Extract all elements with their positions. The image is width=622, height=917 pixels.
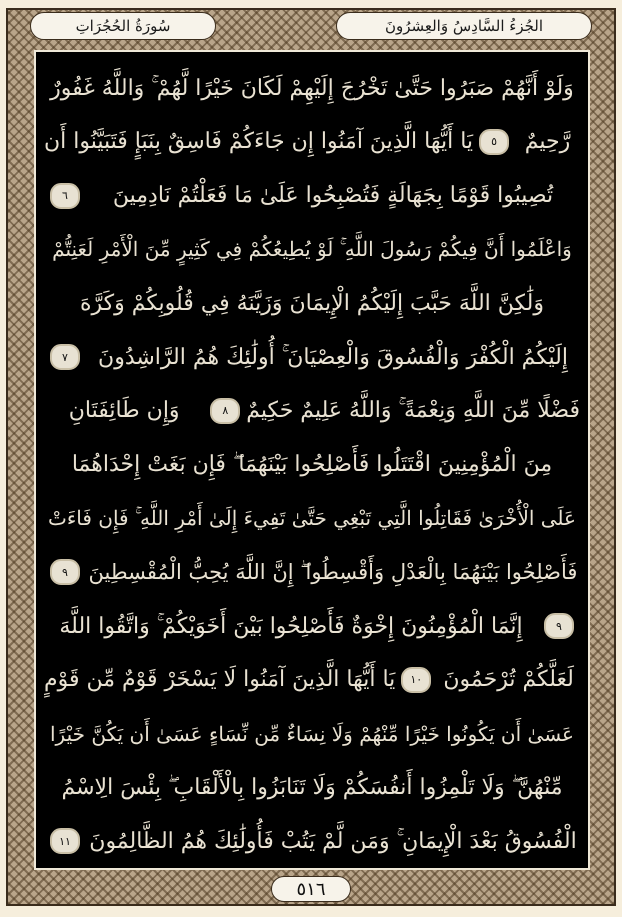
verse-text: عَسَىٰ أَن يَكُونُوا خَيْرًا مِّنْهُمْ وَلَا نِسَاءٌ مِّن نِّسَاءٍ عَسَىٰ أَن يَكُنَّ خَيْرًا <box>50 721 574 746</box>
verse-text: لَعَلَّكُمْ تُرْحَمُونَ <box>443 667 574 693</box>
verse-line <box>44 490 580 546</box>
verse-line <box>44 759 580 815</box>
page-number-badge <box>271 876 351 902</box>
verse-line <box>44 275 580 331</box>
verse-line <box>44 60 580 116</box>
ayah-number-marker: ١٠ <box>401 667 431 693</box>
verse-text: وَاعْلَمُوا أَنَّ فِيكُمْ رَسُولَ اللَّهِ ۚ لَوْ يُطِيعُكُمْ فِي كَثِيرٍ مِّنَ الْأَمْرِ لَعَنِتُّمْ <box>52 237 572 262</box>
verse-text: يَا أَيُّهَا الَّذِينَ آمَنُوا لَا يَسْخَرْ قَوْمٌ مِّن قَوْمٍ <box>44 667 396 693</box>
verse-text: رَّحِيمٌ <box>524 129 571 155</box>
verse-line <box>44 329 580 385</box>
ayah-number-marker: ٨ <box>210 398 240 424</box>
verse-text: يَا أَيُّهَا الَّذِينَ آمَنُوا إِن جَاءَكُمْ فَاسِقٌ بِنَبَإٍ فَتَبَيَّنُوا أَن <box>44 129 474 155</box>
verse-text: وَلَٰكِنَّ اللَّهَ حَبَّبَ إِلَيْكُمُ الْإِيمَانَ وَزَيَّنَهُ فِي قُلُوبِكُمْ وَكَرَّهَ <box>79 290 544 316</box>
verse-text: الْفُسُوقُ بَعْدَ الْإِيمَانِ ۚ وَمَن لَّمْ يَتُبْ فَأُولَٰئِكَ هُمُ الظَّالِمُونَ <box>89 828 577 854</box>
verse-line <box>44 437 580 493</box>
ayah-number-marker: ٩ <box>50 559 80 585</box>
surah-name-header <box>30 12 216 40</box>
verse-text: وَإِن طَائِفَتَانِ <box>68 398 180 424</box>
surah-name-label: سُورَةُ الحُجُرَاتِ <box>75 17 171 35</box>
verse-line <box>44 383 580 439</box>
verse-text: وَلَوْ أَنَّهُمْ صَبَرُوا حَتَّىٰ تَخْرُجَ إِلَيْهِمْ لَكَانَ خَيْرًا لَّهُمْ ۚ وَاللَّهُ غَفُورٌ <box>50 75 574 101</box>
verse-line <box>44 813 580 869</box>
verse-text: إِنَّمَا الْمُؤْمِنُونَ إِخْوَةٌ فَأَصْلِحُوا بَيْنَ أَخَوَيْكُمْ ۚ وَاتَّقُوا اللَّهَ <box>59 613 523 639</box>
juz-name-label: الجُزءُ السَّادِسُ وَالعِشرُونَ <box>384 17 544 35</box>
verse-line <box>44 221 580 277</box>
verse-text: فَضْلًا مِّنَ اللَّهِ وَنِعْمَةً ۚ وَاللَّهُ عَلِيمٌ حَكِيمٌ <box>246 398 580 424</box>
verse-line <box>44 168 580 224</box>
verse-text: تُصِيبُوا قَوْمًا بِجَهَالَةٍ فَتُصْبِحُوا عَلَىٰ مَا فَعَلْتُمْ نَادِمِينَ <box>112 183 554 209</box>
verse-line <box>44 652 580 708</box>
verse-line <box>44 544 580 600</box>
verse-text: إِلَيْكُمُ الْكُفْرَ وَالْفُسُوقَ وَالْعِصْيَانَ ۚ أُولَٰئِكَ هُمُ الرَّاشِدُونَ <box>98 344 568 370</box>
verse-line <box>44 114 580 170</box>
quran-text-panel <box>34 50 590 870</box>
ayah-number-marker: ١١ <box>50 828 80 854</box>
ayah-number-marker: ٧ <box>50 344 80 370</box>
verse-text: مِنَ الْمُؤْمِنِينَ اقْتَتَلُوا فَأَصْلِحُوا بَيْنَهُمَا ۖ فَإِن بَغَتْ إِحْدَاهُمَا <box>71 452 553 478</box>
ayah-number-marker: ٦ <box>50 183 80 209</box>
verse-line <box>44 598 580 654</box>
verse-line <box>44 706 580 762</box>
verse-text: فَأَصْلِحُوا بَيْنَهُمَا بِالْعَدْلِ وَأَقْسِطُوا ۖ إِنَّ اللَّهَ يُحِبُّ الْمُقْسِطِينَ <box>88 559 578 584</box>
juz-name-header <box>336 12 592 40</box>
verse-text: عَلَى الْأُخْرَىٰ فَقَاتِلُوا الَّتِي تَبْغِي حَتَّىٰ تَفِيءَ إِلَىٰ أَمْرِ اللَّهِ ۚ فَإِن فَاءَتْ <box>48 506 576 531</box>
verse-text: مِّنْهُنَّ ۖ وَلَا تَلْمِزُوا أَنفُسَكُمْ وَلَا تَنَابَزُوا بِالْأَلْقَابِ ۖ بِئْسَ الِاسْمُ <box>61 774 563 800</box>
page-number-label: ٥١٦ <box>296 878 326 900</box>
ayah-number-marker: ٩ <box>544 613 574 639</box>
ayah-number-marker: ٥ <box>479 129 509 155</box>
